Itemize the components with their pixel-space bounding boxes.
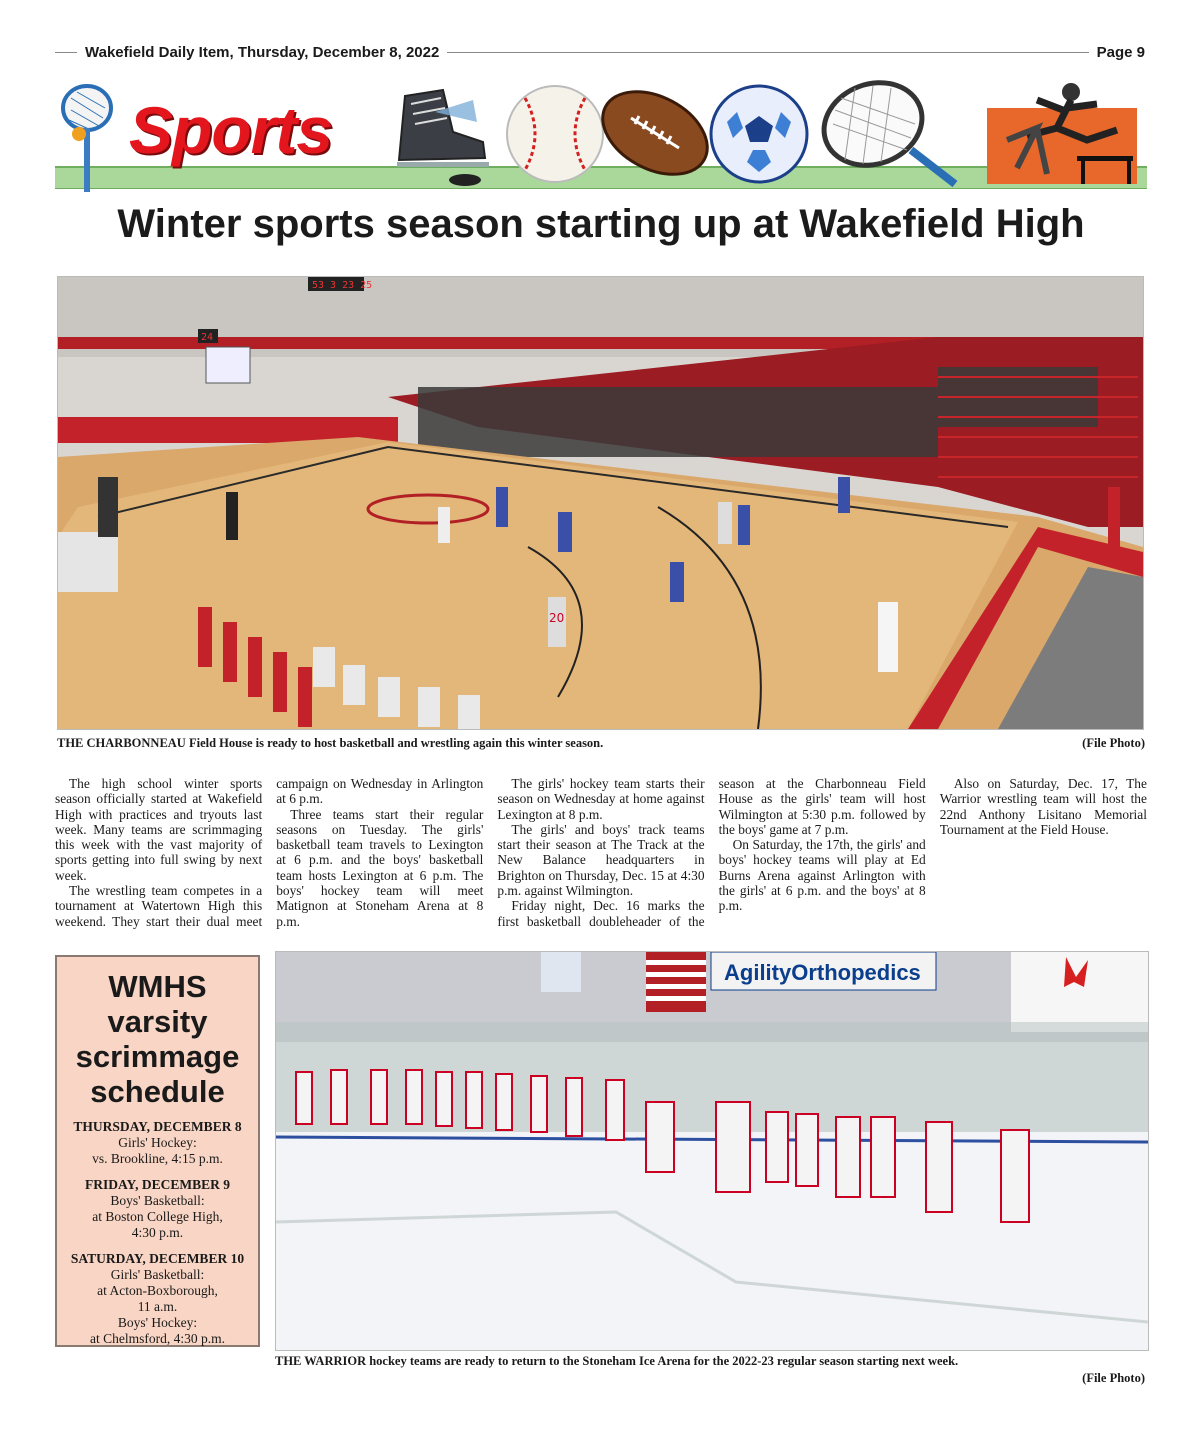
schedule-line: Boys' Hockey: [117, 1315, 198, 1330]
schedule-title-line: WMHS [108, 969, 207, 1004]
article-paragraph: The wrestling team competes in a tournament at Watertown High this weekend. They start their dual meet campaign on Wednesday in Arlington at 6 p.m. [55, 776, 484, 929]
article-paragraph: The girls' and boys' track teams start their season at The Track at the New Balance headquarters in Brighton on Thursday, Dec. 15 at 4:30 p.m. against Wilmington. [497, 821, 705, 899]
schedule-title [57, 969, 258, 1109]
baseball-icon [503, 82, 607, 186]
schedule-line: at Chelmsford, 4:30 p.m. [90, 1331, 225, 1346]
gym-photo [57, 276, 1144, 730]
hurdler-icon [977, 78, 1147, 188]
hockey-photo [275, 951, 1149, 1351]
ice-skate-icon [385, 82, 495, 186]
publication-dateline: Wakefield Daily Item, Thursday, December 8, 2022 [85, 43, 440, 61]
article-paragraph: Also on Saturday, Dec. 17, The Warrior wrestling team will host the 22nd Anthony Lisitano Memorial Tournament at the Field House. [939, 776, 1147, 837]
schedule-title-line: schedule [90, 1074, 225, 1109]
schedule-line: Girls' Basketball: [110, 1267, 205, 1282]
caption-text: hockey teams are ready to return to the Stoneham Ice Arena for the 2022-23 regular season starting next week. [366, 1354, 959, 1368]
gym-photo-credit: (File Photo) [1082, 736, 1145, 750]
schedule-line: vs. Brookline, 4:15 p.m. [92, 1151, 223, 1166]
tennis-racket-icon [815, 80, 965, 188]
article-paragraph: The high school winter sports season officially started at Wakefield High with practices and tryouts last week. Many teams are scrimmaging this week with the vast majority of sports getting into full swing by next week. [55, 776, 263, 883]
folio-rule [447, 52, 1088, 53]
schedule-line: Girls' Hockey: [118, 1135, 197, 1150]
hockey-photo-caption [275, 1354, 1147, 1369]
scrimmage-schedule-box [55, 955, 260, 1347]
folio-rule-left [55, 52, 77, 53]
sports-banner [55, 78, 1147, 190]
article-paragraph: On Saturday, the 17th, the girls' and boys' hockey teams will play at Ed Burns Arena against Arlington with the girls' at 6 p.m. and the boys' at 8 p.m. [718, 837, 926, 914]
caption-lead: THE CHARBONNEAU [57, 736, 186, 750]
schedule-line: 11 a.m. [137, 1299, 178, 1314]
article-paragraph: The girls' hockey team starts their season on Wednesday at home against Lexington at 8 p.m. [497, 776, 705, 822]
gym-photo-caption [57, 736, 603, 751]
page-number: Page 9 [1096, 43, 1145, 61]
football-icon [595, 78, 715, 188]
folio-line [55, 40, 1145, 64]
schedule-title-line: scrimmage [75, 1039, 240, 1074]
lacrosse-stick-icon [57, 84, 117, 194]
article-paragraph: Friday night, Dec. 16 marks the first basketball doubleheader of the season at the Charbonneau Field House as the girls' team will host Wilmington at 5:30 p.m. followed by the boys' game at 7 p.m. [497, 776, 926, 929]
soccer-ball-icon [707, 82, 811, 186]
schedule-list [57, 1119, 258, 1347]
shot-clock: 24 [201, 332, 214, 343]
article-body [55, 776, 1147, 938]
jersey-number: 20 [549, 611, 565, 625]
hockey-photo-credit: (File Photo) [1082, 1371, 1145, 1385]
caption-text: Field House is ready to host basketball and wrestling again this winter season. [185, 736, 604, 750]
schedule-day: THURSDAY, DECEMBER 8 [73, 1119, 242, 1134]
schedule-title-line: varsity [107, 1004, 208, 1039]
schedule-line: at Acton-Boxborough, [97, 1283, 218, 1298]
schedule-line: 4:30 p.m. [131, 1225, 184, 1240]
schedule-day: SATURDAY, DECEMBER 10 [70, 1251, 245, 1266]
arena-sign: AgilityOrthopedics [724, 960, 921, 985]
schedule-day: FRIDAY, DECEMBER 9 [85, 1177, 230, 1192]
sports-wordmark: Sports [129, 93, 333, 167]
schedule-line: Boys' Basketball: [110, 1193, 205, 1208]
caption-lead: THE WARRIOR [275, 1354, 367, 1368]
headline: Winter sports season starting up at Wakefield High [117, 202, 1085, 246]
article-paragraph: Three teams start their regular seasons on Tuesday. The girls' basketball team travels to Lexington at 6 p.m. and the boys' basketball team hosts Lexington at 6 p.m. The boys' hockey team will meet Matignon at Stoneham Arena at 8 p.m. [276, 806, 484, 929]
scoreboard-readout: 53 3 23 25 [312, 280, 373, 291]
schedule-line: at Boston College High, [92, 1209, 223, 1224]
